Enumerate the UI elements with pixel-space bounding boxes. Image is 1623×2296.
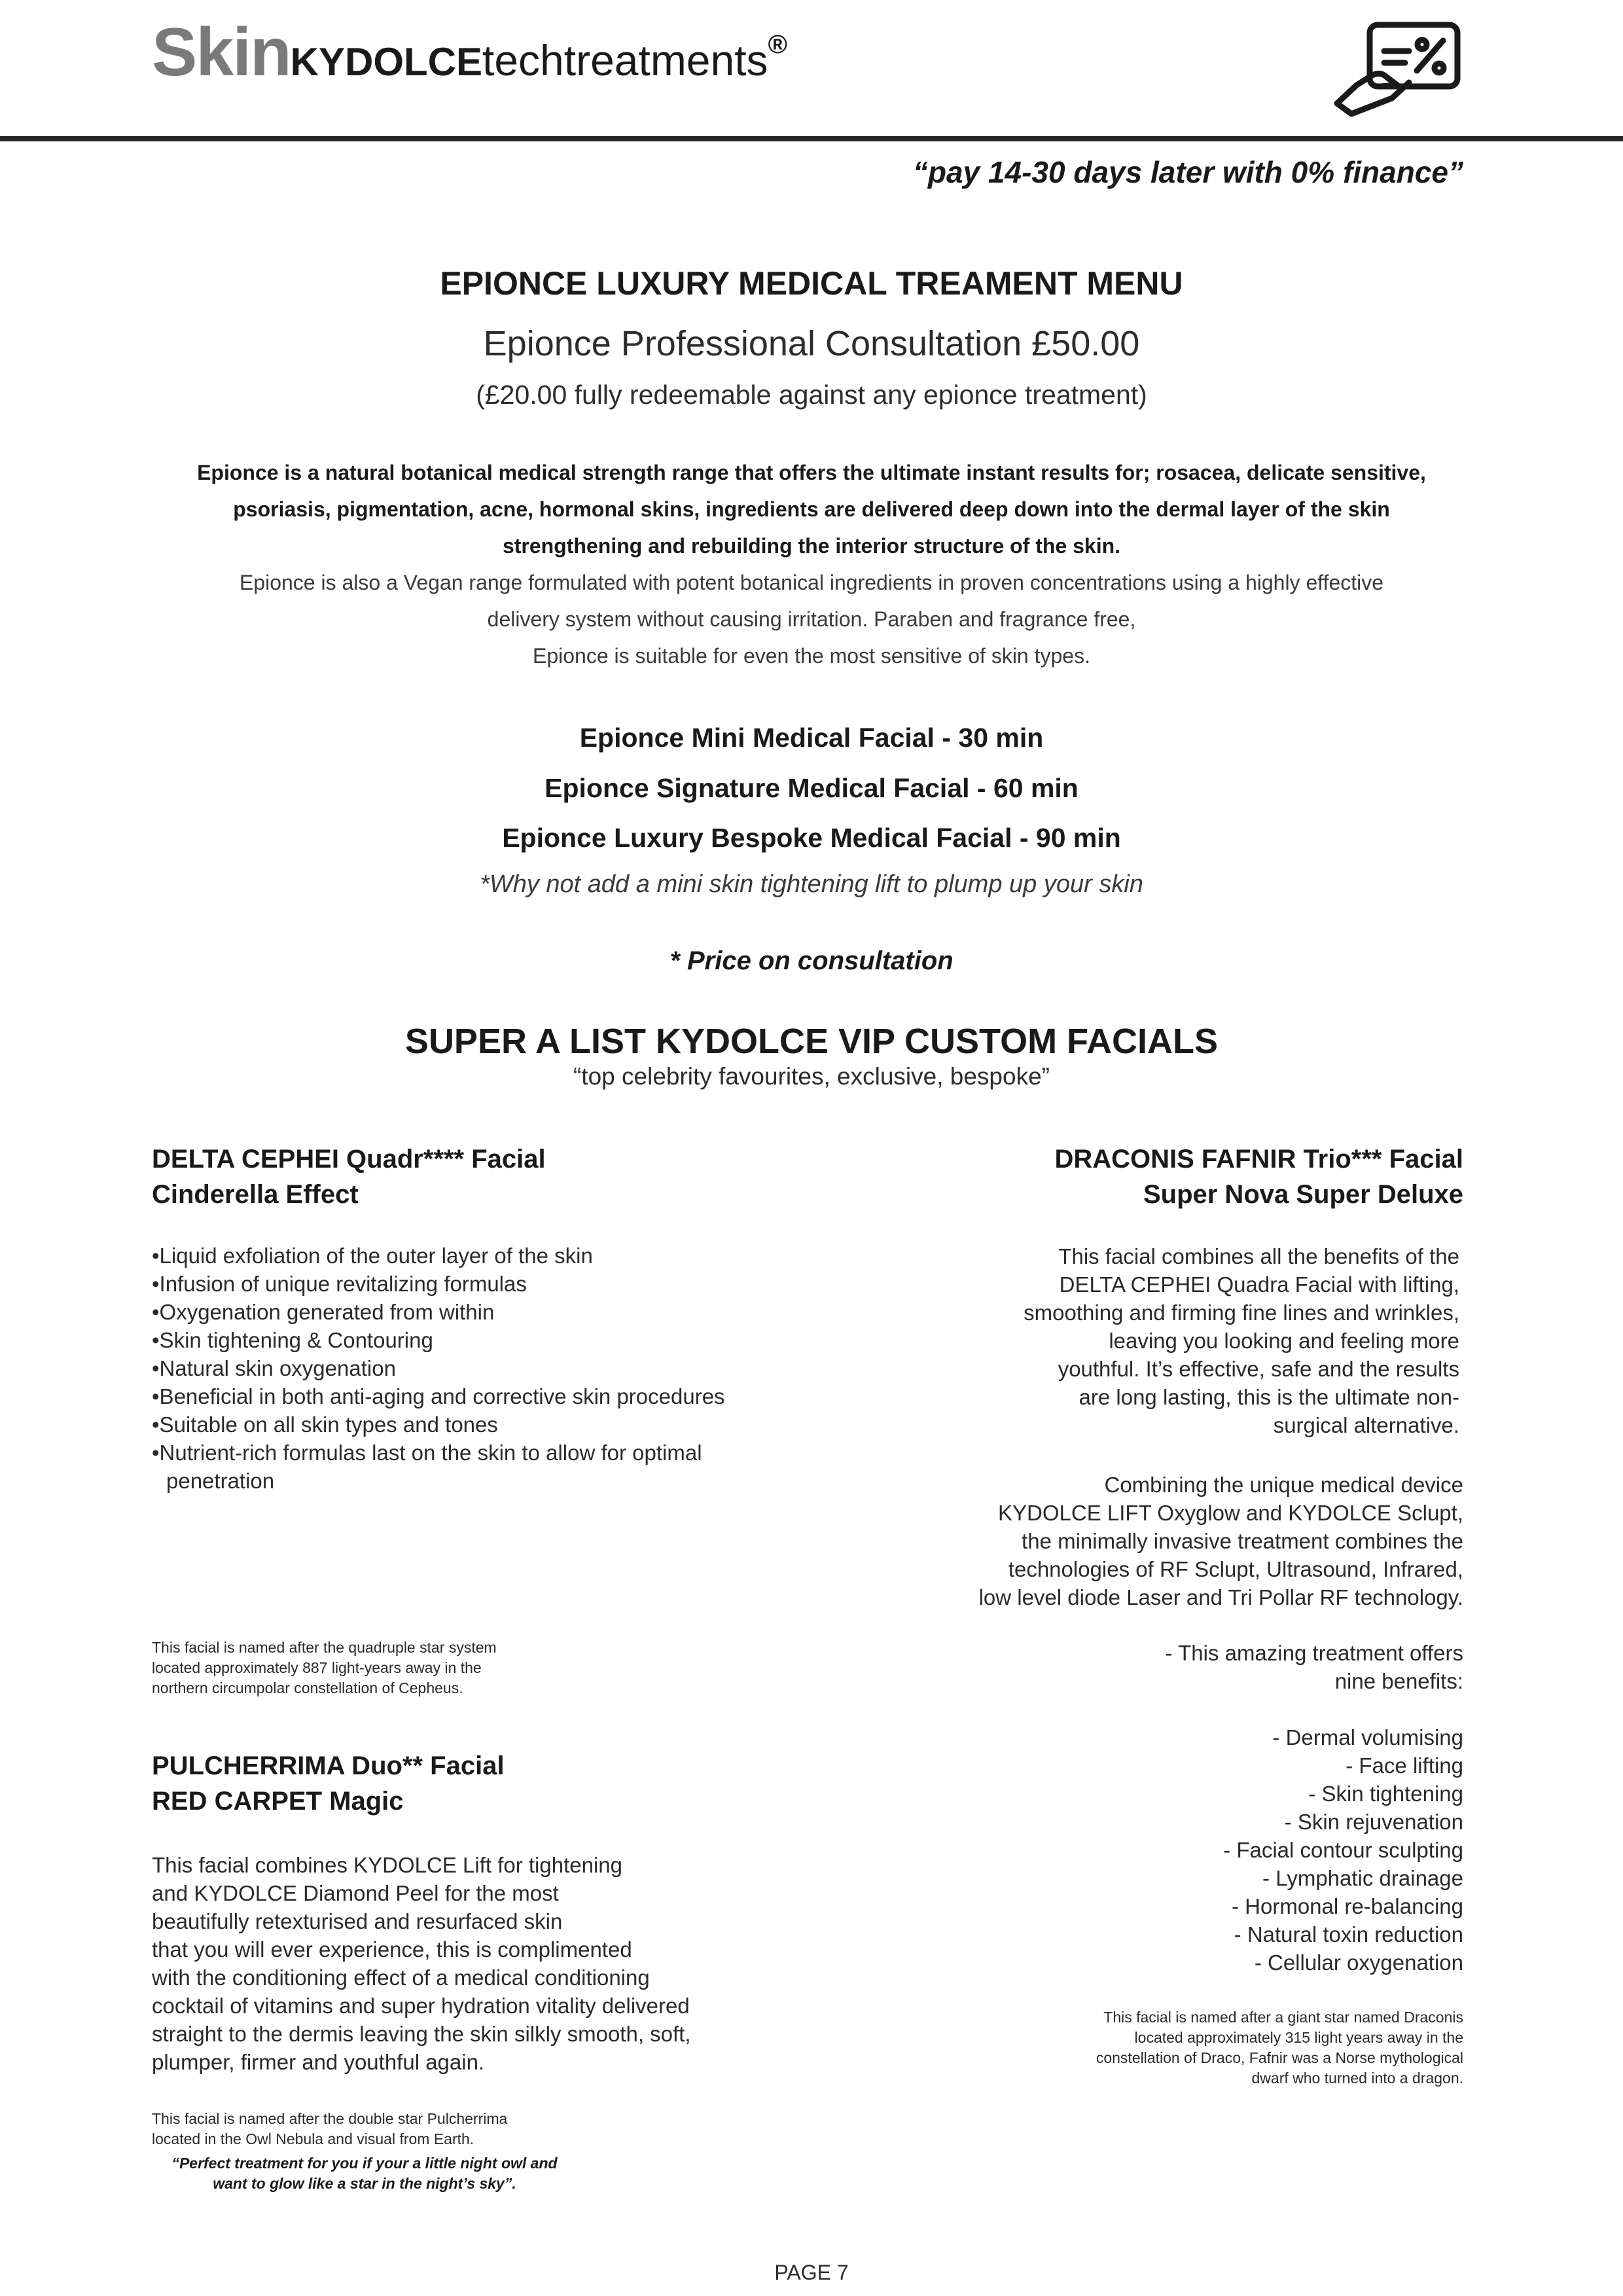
logo-skin-text: Skin: [152, 14, 291, 90]
finance-tagline: “pay 14-30 days later with 0% finance”: [912, 155, 1463, 189]
brand-logo: [152, 14, 788, 90]
text-line: plumper, firmer and youthful again.: [152, 2050, 485, 2074]
note-line: located approximately 315 light years away in the: [1134, 2029, 1463, 2046]
text-line: smoothing and firming fine lines and wrinkles,: [1024, 1300, 1459, 1325]
menu-title: EPIONCE LUXURY MEDICAL TREAMENT MENU: [440, 265, 1183, 302]
header-divider: [0, 136, 1623, 141]
consultation-price: Epionce Professional Consultation £50.00: [483, 324, 1140, 363]
vip-subtitle: “top celebrity favourites, exclusive, bespoke”: [573, 1063, 1050, 1090]
facial-mini: Epionce Mini Medical Facial - 30 min: [579, 723, 1044, 753]
list-item: •Suitable on all skin types and tones: [152, 1412, 498, 1437]
facial-luxury: Epionce Luxury Bespoke Medical Facial - 90 min: [502, 823, 1121, 853]
list-item: - Dermal volumising: [1272, 1725, 1463, 1749]
quote-line: “Perfect treatment for you if your a little night owl and: [171, 2155, 558, 2172]
text-line: straight to the dermis leaving the skin silkly smooth, soft,: [152, 2022, 691, 2046]
list-item: - Skin tightening: [1308, 1782, 1463, 1806]
pulcherrima-title-line: PULCHERRIMA Duo** Facial: [152, 1751, 505, 1780]
delta-star-note: [152, 1638, 610, 1698]
note-line: located in the Owl Nebula and visual from Earth.: [152, 2130, 474, 2147]
text-line: KYDOLCE LIFT Oxyglow and KYDOLCE Sclupt,: [998, 1501, 1463, 1525]
list-item: - Cellular oxygenation: [1254, 1950, 1463, 1975]
facial-signature: Epionce Signature Medical Facial - 60 min: [544, 773, 1079, 803]
pulcherrima-star-note: [152, 2109, 623, 2149]
list-item: •Natural skin oxygenation: [152, 1356, 396, 1380]
text-line: - This amazing treatment offers: [1165, 1641, 1463, 1665]
pulcherrima-quote: [152, 2153, 577, 2194]
note-line: constellation of Draco, Fafnir was a Norse mythological: [1096, 2049, 1463, 2066]
list-item: •Liquid exfoliation of the outer layer of the skin: [152, 1244, 593, 1268]
draconis-benefits-list: [1223, 1723, 1463, 1977]
hand-card-icon: [1332, 20, 1463, 118]
text-line: surgical alternative.: [1273, 1413, 1459, 1437]
text-line: the minimally invasive treatment combines the: [1022, 1529, 1463, 1553]
text-line: beautifully retexturised and resurfaced skin: [152, 1909, 563, 1933]
note-line: located approximately 887 light-years away in the: [152, 1659, 482, 1676]
intro-line: Epionce is also a Vegan range formulated with potent botanical ingredients in proven concentrations using a highly effective: [239, 571, 1384, 594]
redeem-note: (£20.00 fully redeemable against any epionce treatment): [476, 380, 1147, 410]
list-item: - Natural toxin reduction: [1234, 1922, 1463, 1946]
draconis-star-note: [966, 2007, 1463, 2089]
delta-title-line: DELTA CEPHEI Quadr**** Facial: [152, 1145, 546, 1174]
list-item: - Face lifting: [1346, 1753, 1463, 1778]
text-line: cocktail of vitamins and super hydration vitality delivered: [152, 1994, 690, 2018]
epionce-intro: [131, 454, 1492, 674]
note-line: This facial is named after the double star Pulcherrima: [152, 2110, 508, 2127]
intro-line: delivery system without causing irritation. Paraben and fragrance free,: [487, 607, 1136, 631]
text-line: low level diode Laser and Tri Pollar RF technology.: [978, 1585, 1463, 1609]
intro-line: Epionce is suitable for even the most sensitive of skin types.: [533, 644, 1090, 668]
pulcherrima-subtitle-line: RED CARPET Magic: [152, 1787, 404, 1816]
delta-bullet-list: [152, 1242, 780, 1495]
pulcherrima-description: [152, 1851, 793, 2076]
intro-bold-line: strengthening and rebuilding the interior structure of the skin.: [502, 534, 1121, 558]
note-line: This facial is named after a giant star named Draconis: [1103, 2009, 1463, 2026]
list-item: •Infusion of unique revitalizing formulas: [152, 1272, 527, 1296]
logo-brand-text: KYDOLCE: [290, 40, 482, 84]
note-line: This facial is named after the quadruple star system: [152, 1639, 497, 1656]
delta-title: [152, 1141, 546, 1212]
list-item: - Facial contour sculpting: [1223, 1838, 1463, 1862]
draconis-offers: [1071, 1639, 1463, 1695]
text-line: are long lasting, this is the ultimate non-: [1079, 1385, 1459, 1409]
mini-lift-note: *Why not add a mini skin tightening lift to plump up your skin: [480, 870, 1143, 898]
page-number: PAGE 7: [774, 2261, 849, 2284]
quote-line: want to glow like a star in the night’s sky”.: [213, 2175, 516, 2192]
draconis-description-1: [870, 1242, 1459, 1439]
draconis-description-2: [809, 1471, 1463, 1611]
list-item: •Skin tightening & Contouring: [152, 1328, 433, 1352]
intro-bold-line: Epionce is a natural botanical medical strength range that offers the ultimate instant results for; rosacea, delicate sensitive,: [197, 461, 1426, 484]
draconis-title-line: DRACONIS FAFNIR Trio*** Facial: [1054, 1145, 1463, 1174]
text-line: This facial combines KYDOLCE Lift for tightening: [152, 1853, 622, 1877]
list-item: •Beneficial in both anti-aging and corrective skin procedures: [152, 1384, 725, 1408]
text-line: that you will ever experience, this is complimented: [152, 1937, 632, 1962]
text-line: youthful. It’s effective, safe and the results: [1058, 1357, 1459, 1381]
logo-tech-text: techtreatments: [482, 36, 768, 84]
list-item: •Oxygenation generated from within: [152, 1300, 495, 1324]
list-item: - Skin rejuvenation: [1284, 1810, 1463, 1834]
text-line: and KYDOLCE Diamond Peel for the most: [152, 1881, 559, 1905]
text-line: technologies of RF Sclupt, Ultrasound, Infrared,: [1008, 1557, 1463, 1581]
text-line: leaving you looking and feeling more: [1109, 1329, 1459, 1353]
list-item: •Nutrient-rich formulas last on the skin to allow for optimal penetration: [152, 1441, 702, 1493]
text-line: Combining the unique medical device: [1104, 1473, 1463, 1497]
intro-bold-line: psoriasis, pigmentation, acne, hormonal skins, ingredients are delivered deep down into the dermal layer of the skin: [233, 497, 1390, 521]
list-item: - Lymphatic drainage: [1262, 1866, 1463, 1890]
note-line: dwarf who turned into a dragon.: [1251, 2070, 1463, 2087]
text-line: with the conditioning effect of a medical conditioning: [152, 1965, 650, 1990]
text-line: This facial combines all the benefits of the: [1058, 1244, 1459, 1268]
text-line: nine benefits:: [1334, 1669, 1463, 1693]
vip-title: SUPER A LIST KYDOLCE VIP CUSTOM FACIALS: [404, 1022, 1219, 1061]
logo-registered-mark: ®: [768, 30, 788, 59]
draconis-subtitle-line: Super Nova Super Deluxe: [1143, 1180, 1463, 1209]
list-item: - Hormonal re-balancing: [1232, 1894, 1463, 1918]
price-note: * Price on consultation: [669, 946, 954, 975]
note-line: northern circumpolar constellation of Cepheus.: [152, 1679, 463, 1696]
draconis-title: [1054, 1141, 1463, 1212]
delta-subtitle-line: Cinderella Effect: [152, 1180, 359, 1209]
pulcherrima-title: [152, 1748, 505, 1819]
text-line: DELTA CEPHEI Quadra Facial with lifting,: [1059, 1272, 1459, 1297]
